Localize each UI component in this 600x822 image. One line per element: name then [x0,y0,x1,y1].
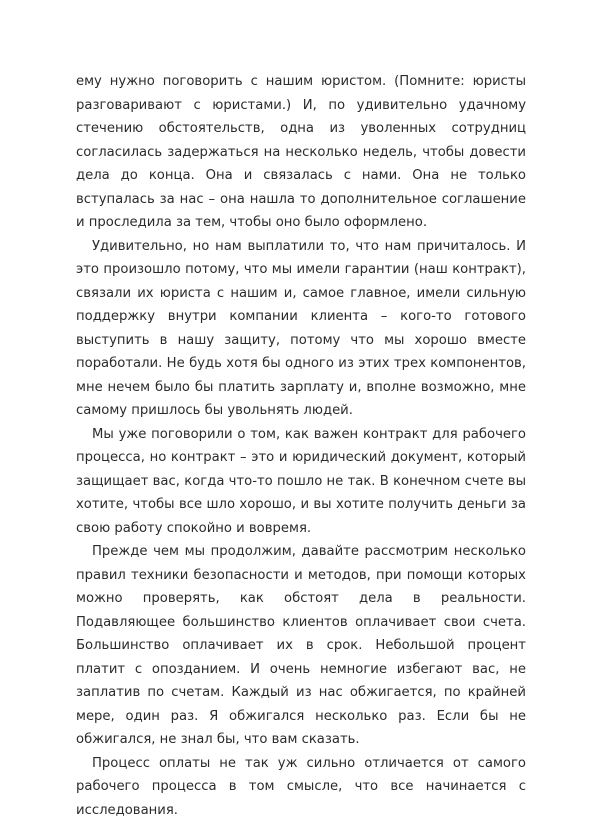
paragraph-3: Мы уже поговорили о том, как важен контракт для рабочего процесса, но контракт – это и юридический документ, который защищает вас, когда что-то пошло не так. В конечном счете вы хотите, чтобы все шло хорошо, и вы хотите получить деньги за свою работу спокойно и вовремя. [76,423,526,541]
document-page [76,70,526,822]
paragraph-4: Прежде чем мы продолжим, давайте рассмотрим несколько правил техники безопасности и методов, при помощи которых можно проверять, как обстоят дела в реальности. Подавляющее большинство клиентов оплачивает свои счета. Большинство оплачивает их в срок. Небольшой процент платит с опозданием. И очень немногие избегают вас, не заплатив по счетам. Каждый из нас обжигается, по крайней мере, один раз. Я обжигался несколько раз. Если бы не обжигался, не знал бы, что вам сказать. [76,540,526,752]
paragraph-1: ему нужно поговорить с нашим юристом. (Помните: юристы разговаривают с юристами.) И, по удивительно удачному стечению обстоятельств, одна из уволенных сотрудниц согласилась задержаться на несколько недель, чтобы довести дела до конца. Она и связалась с нами. Она не только вступалась за нас – она нашла то дополнительное соглашение и проследила за тем, чтобы оно было оформлено. [76,70,526,235]
paragraph-5: Процесс оплаты не так уж сильно отличается от самого рабочего процесса в том смысле, что все начинается с исследования. [76,752,526,822]
paragraph-2: Удивительно, но нам выплатили то, что нам причиталось. И это произошло потому, что мы имели гарантии (наш контракт), связали их юриста с нашим и, самое главное, имели сильную поддержку внутри компании клиента – кого-то готового выступить в нашу защиту, потому что мы хорошо вместе поработали. Не будь хотя бы одного из этих трех компонентов, мне нечем было бы платить зарплату и, вполне возможно, мне самому пришлось бы увольнять людей. [76,235,526,423]
